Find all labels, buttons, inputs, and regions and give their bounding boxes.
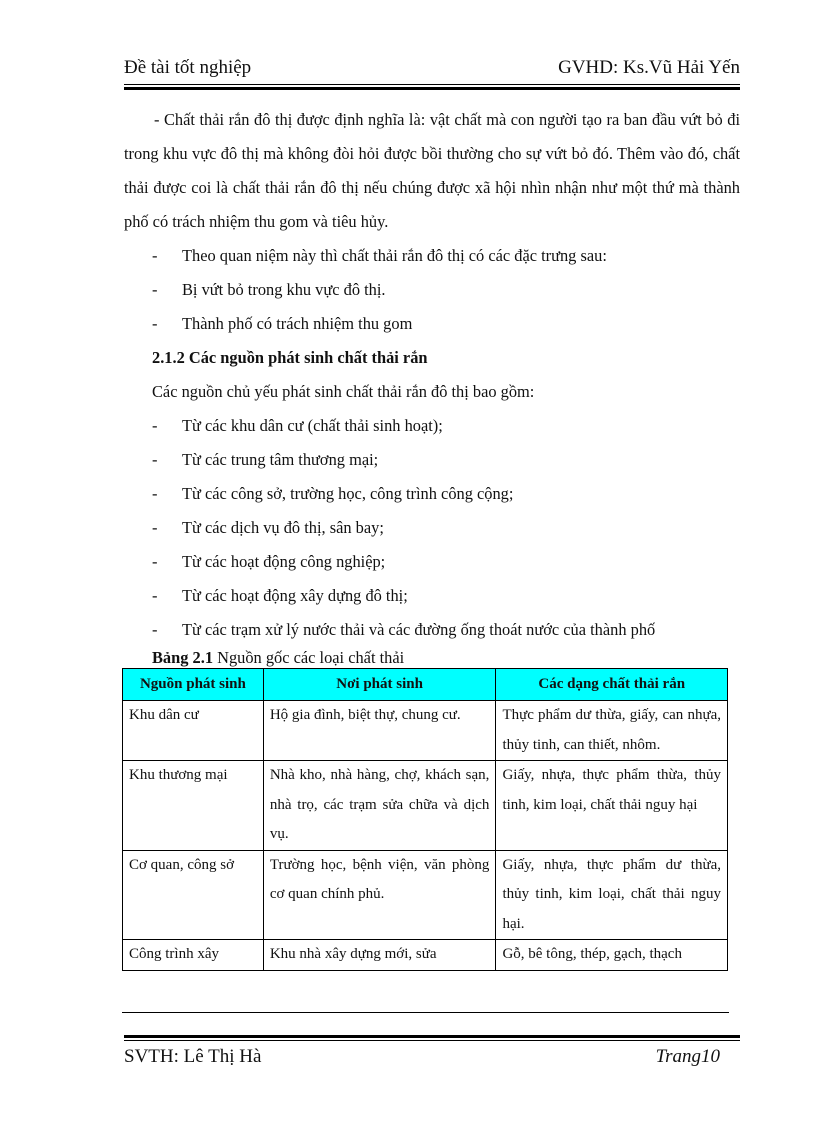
- header-thesis-title: Đề tài tốt nghiệp: [124, 57, 252, 78]
- cell-source: Cơ quan, công sở: [123, 850, 264, 940]
- bullet-dash: -: [152, 586, 158, 605]
- cell-source: Khu dân cư: [123, 701, 264, 761]
- table-caption: [152, 648, 404, 668]
- cell-waste-types: Giấy, nhựa, thực phẩm thừa, thủy tinh, kim loại, chất thải nguy hại: [496, 761, 728, 851]
- table-bottom-border: [122, 1012, 729, 1013]
- page-footer: [124, 1044, 720, 1070]
- source-item-text: Từ các trạm xử lý nước thải và các đường ống thoát nước của thành phố: [182, 620, 656, 639]
- cell-waste-types: Gỗ, bê tông, thép, gạch, thạch: [496, 940, 728, 971]
- feature-item-text: Theo quan niệm này thì chất thải rắn đô thị có các đặc trưng sau:: [182, 246, 607, 265]
- bullet-dash: -: [152, 416, 158, 435]
- feature-item: [124, 239, 740, 273]
- feature-item-text: Bị vứt bỏ trong khu vực đô thị.: [182, 280, 386, 299]
- header-advisor: GVHD: Ks.Vũ Hải Yến: [558, 57, 740, 78]
- features-list: [124, 239, 740, 341]
- bullet-dash: -: [152, 450, 158, 469]
- source-item: [124, 545, 740, 579]
- bullet-dash: -: [152, 518, 158, 537]
- source-item-text: Từ các hoạt động xây dựng đô thị;: [182, 586, 408, 605]
- table-row: [123, 850, 728, 940]
- footer-student: SVTH: Lê Thị Hà: [124, 1046, 262, 1067]
- table-row: [123, 701, 728, 761]
- col-header-source: Nguồn phát sinh: [123, 669, 264, 701]
- source-item: [124, 613, 740, 647]
- cell-location: Trường học, bệnh viện, văn phòng cơ quan chính phủ.: [263, 850, 496, 940]
- source-item-text: Từ các khu dân cư (chất thải sinh hoạt);: [182, 416, 443, 435]
- cell-waste-types: Thực phẩm dư thừa, giấy, can nhựa, thủy tinh, can thiết, nhôm.: [496, 701, 728, 761]
- table-row: [123, 761, 728, 851]
- bullet-dash: -: [152, 620, 158, 639]
- waste-sources-table: [122, 668, 728, 971]
- source-item: [124, 409, 740, 443]
- cell-location: Nhà kho, nhà hàng, chợ, khách sạn, nhà trọ, các trạm sửa chữa và dịch vụ.: [263, 761, 496, 851]
- header-divider: [124, 84, 740, 90]
- table-caption-label: Bảng 2.1: [152, 648, 214, 667]
- bullet-dash: -: [152, 484, 158, 503]
- col-header-location: Nơi phát sinh: [263, 669, 496, 701]
- sources-list: [124, 409, 740, 647]
- source-item-text: Từ các trung tâm thương mại;: [182, 450, 379, 469]
- table-header-row: [123, 669, 728, 701]
- source-item-text: Từ các dịch vụ đô thị, sân bay;: [182, 518, 384, 537]
- bullet-dash: -: [152, 552, 158, 571]
- feature-item: [124, 307, 740, 341]
- source-item: [124, 579, 740, 613]
- feature-item-text: Thành phố có trách nhiệm thu gom: [182, 314, 413, 333]
- col-header-waste-types: Các dạng chất thải rắn: [496, 669, 728, 701]
- sources-intro: Các nguồn chủ yếu phát sinh chất thải rắn đô thị bao gồm:: [152, 382, 535, 401]
- feature-item: [124, 273, 740, 307]
- cell-source: Khu thương mại: [123, 761, 264, 851]
- footer-divider: [124, 1035, 740, 1041]
- bullet-dash: -: [152, 246, 158, 265]
- definition-paragraph: - Chất thải rắn đô thị được định nghĩa là: vật chất mà con người tạo ra ban đầu vứt bỏ đi trong khu vực đô thị mà không đòi hỏi được bồi thường cho sự vứt bỏ đó. Thêm vào đó, chất thải được coi là chất thải rắn đô thị nếu chúng được xã hội nhìn nhận như một thứ mà thành phố có trách nhiệm thu gom và tiêu hủy.: [124, 110, 740, 231]
- source-item-text: Từ các công sở, trường học, công trình công cộng;: [182, 484, 514, 503]
- page-header: [124, 56, 740, 80]
- source-item: [124, 443, 740, 477]
- source-item-text: Từ các hoạt động công nghiệp;: [182, 552, 386, 571]
- section-heading: 2.1.2 Các nguồn phát sinh chất thải rắn: [152, 348, 428, 367]
- cell-location: Hộ gia đình, biệt thự, chung cư.: [263, 701, 496, 761]
- body-content: [124, 103, 740, 647]
- page-number: Trang10: [655, 1046, 720, 1067]
- table-row: [123, 940, 728, 971]
- source-item: [124, 511, 740, 545]
- table-caption-text: Nguồn gốc các loại chất thải: [213, 648, 405, 667]
- cell-location: Khu nhà xây dựng mới, sửa: [263, 940, 496, 971]
- cell-waste-types: Giấy, nhựa, thực phẩm dư thừa, thủy tinh, kim loại, chất thải nguy hại.: [496, 850, 728, 940]
- bullet-dash: -: [152, 280, 158, 299]
- cell-source: Công trình xây: [123, 940, 264, 971]
- bullet-dash: -: [152, 314, 158, 333]
- source-item: [124, 477, 740, 511]
